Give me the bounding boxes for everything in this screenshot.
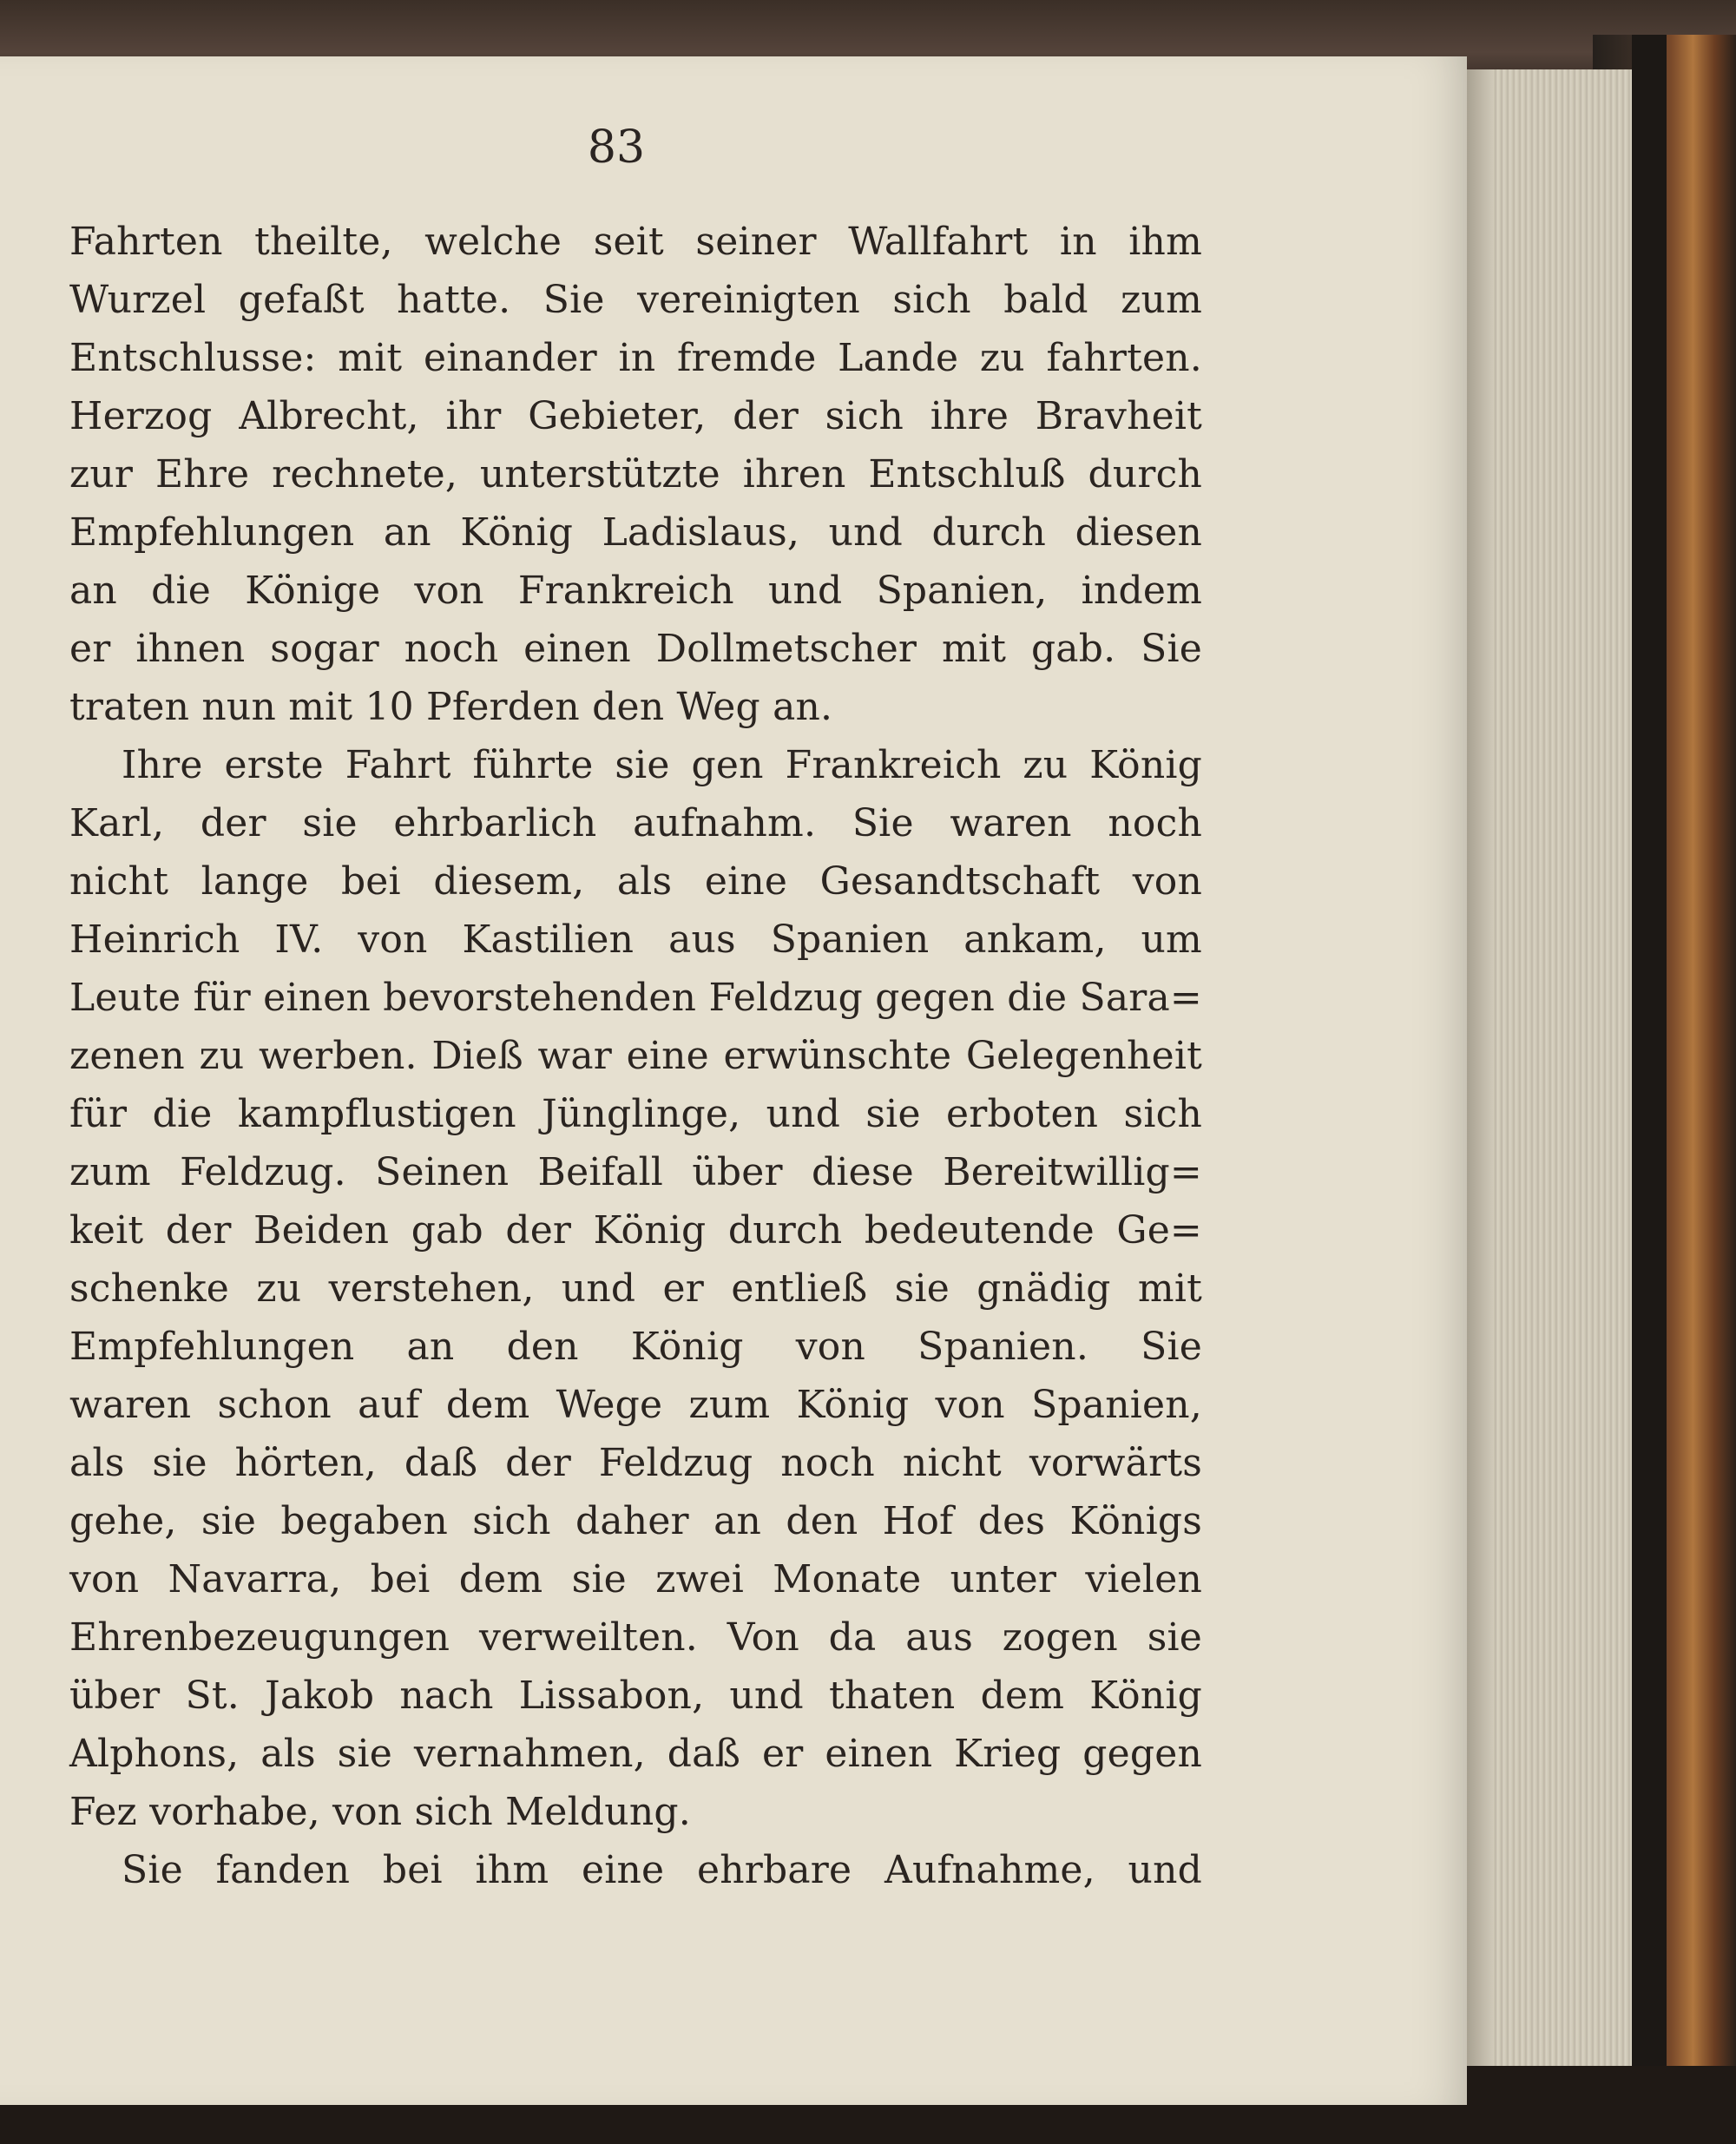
text-line: für die kampflustigen Jünglinge, und sie erboten sich [69,1092,1202,1136]
text-line: Herzog Albrecht, ihr Gebieter, der sich ihre Bravheit [69,394,1202,438]
text-line: über St. Jakob nach Lissabon, und thaten dem König [69,1674,1202,1718]
text-line: Alphons, als sie vernahmen, daß er einen Krieg gegen [69,1732,1202,1776]
text-line: an die Könige von Frankreich und Spanien, indem [69,569,1202,613]
text-line: Entschlusse: mit einander in fremde Lande zu fahrten. [69,336,1202,380]
text-line: zur Ehre rechnete, unterstützte ihren Entschluß durch [69,452,1202,497]
text-line: nicht lange bei diesem, als eine Gesandtschaft von [69,859,1202,904]
text-line: gehe, sie begaben sich daher an den Hof des Königs [69,1499,1202,1543]
text-line: Empfehlungen an König Ladislaus, und durch diesen [69,510,1202,555]
text-line: als sie hörten, daß der Feldzug noch nicht vorwärts [69,1441,1202,1485]
text-line: Karl, der sie ehrbarlich aufnahm. Sie waren noch [69,801,1202,845]
book-spine [1632,35,1667,2118]
text-line: Sie fanden bei ihm eine ehrbare Aufnahme, und [122,1848,1202,1892]
text-line: zum Feldzug. Seinen Beifall über diese Bereitwillig= [69,1150,1202,1194]
text-line: Leute für einen bevorstehenden Feldzug gegen die Sara= [69,976,1202,1020]
text-line: schenke zu verstehen, und er entließ sie gnädig mit [69,1266,1202,1311]
text-line: Ehrenbezeugungen verweilten. Von da aus zogen sie [69,1615,1202,1660]
text-line: Wurzel gefaßt hatte. Sie vereinigten sich bald zum [69,278,1202,322]
text-line: Ihre erste Fahrt führte sie gen Frankreich zu König [122,743,1202,787]
text-line: waren schon auf dem Wege zum König von Spanien, [69,1383,1202,1427]
body-text [69,213,1202,1899]
text-line: Heinrich IV. von Kastilien aus Spanien ankam, um [69,917,1202,962]
text-line: keit der Beiden gab der König durch bedeutende Ge= [69,1208,1202,1253]
page-stack-edges [1467,69,1632,2101]
text-line: Fez vorhabe, von sich Meldung. [69,1790,691,1834]
page-number: 83 [587,122,646,174]
text-line: Fahrten theilte, welche seit seiner Wallfahrt in ihm [69,220,1202,264]
page-gutter [1467,69,1493,2101]
text-line: Empfehlungen an den König von Spanien. Sie [69,1325,1202,1369]
text-line: er ihnen sogar noch einen Dollmetscher mit gab. Sie [69,627,1202,671]
text-line: von Navarra, bei dem sie zwei Monate unter vielen [69,1557,1202,1601]
text-line: zenen zu werben. Dieß war eine erwünschte Gelegenheit [69,1034,1202,1078]
text-line: traten nun mit 10 Pferden den Weg an. [69,685,833,729]
